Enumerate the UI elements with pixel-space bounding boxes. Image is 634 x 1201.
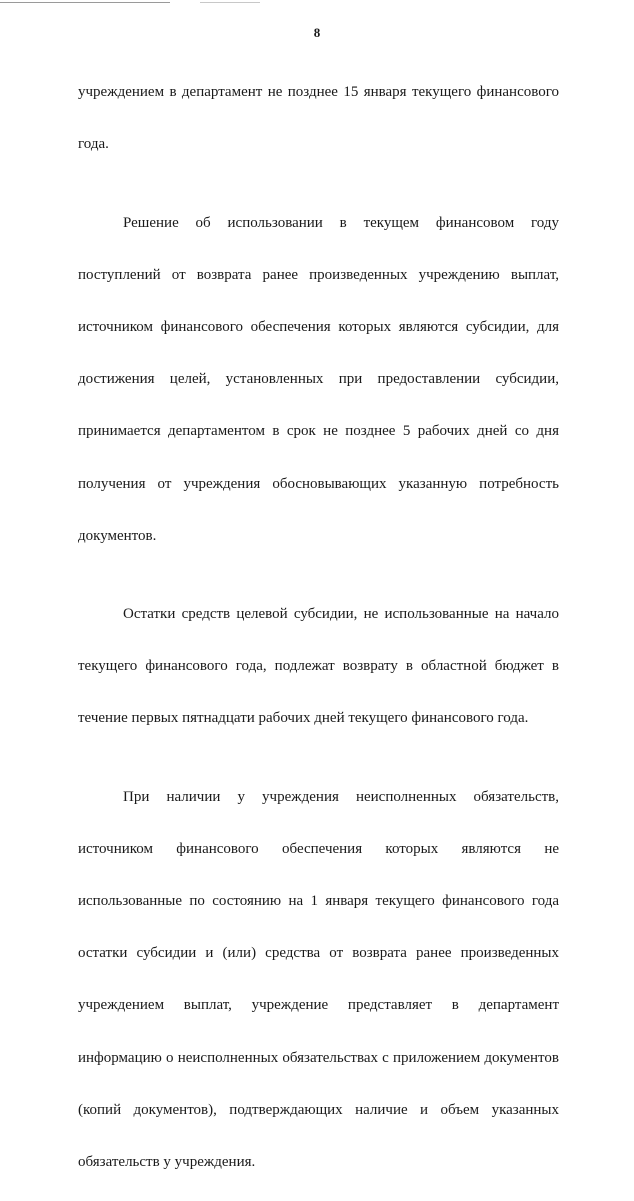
text-line: года. (78, 136, 109, 153)
text-line: остатки субсидии и (или) средства от возврата ранее произведенных (78, 945, 559, 962)
text-line: поступлений от возврата ранее произведенных учреждению выплат, (78, 266, 559, 283)
text-line: источником финансового обеспечения которых являются субсидии, для (78, 318, 559, 335)
text-line: источником финансового обеспечения которых являются не (78, 840, 559, 857)
text-line: текущего финансового года, подлежат возврату в областной бюджет в (78, 658, 559, 675)
text-line: принимается департаментом в срок не позднее 5 рабочих дней со дня (78, 423, 559, 440)
text-line: использованные по состоянию на 1 января текущего финансового года (78, 893, 559, 909)
text-line: информацию о неисполненных обязательствах с приложением документов (78, 1049, 559, 1066)
text-line: Остатки средств целевой субсидии, не использованные на начало (123, 605, 559, 622)
text-line: При наличии у учреждения неисполненных обязательств, (123, 788, 559, 805)
page-number: 8 (313, 25, 321, 40)
paragraph-3 (78, 575, 559, 758)
text-line: (копий документов), подтверждающих наличие и объем указанных (78, 1101, 559, 1118)
text-line: документов. (78, 527, 157, 544)
paragraph-2 (78, 183, 559, 574)
scan-artifact-line (0, 2, 170, 3)
text-line: учреждением выплат, учреждение представляет в департамент (78, 997, 559, 1014)
document-body (78, 53, 559, 1201)
paragraph-1 (78, 53, 559, 183)
paragraph-4 (78, 758, 559, 1201)
text-line: достижения целей, установленных при предоставлении субсидии, (78, 371, 559, 388)
text-line: получения от учреждения обосновывающих указанную потребность (78, 475, 559, 492)
text-line: учреждением в департамент не позднее 15 января текущего финансового (78, 84, 559, 101)
text-line: обязательств у учреждения. (78, 1153, 256, 1170)
text-line: Решение об использовании в текущем финансовом году (123, 214, 559, 231)
scan-artifact-line (200, 2, 260, 3)
text-line: течение первых пятнадцати рабочих дней текущего финансового года. (78, 710, 529, 727)
